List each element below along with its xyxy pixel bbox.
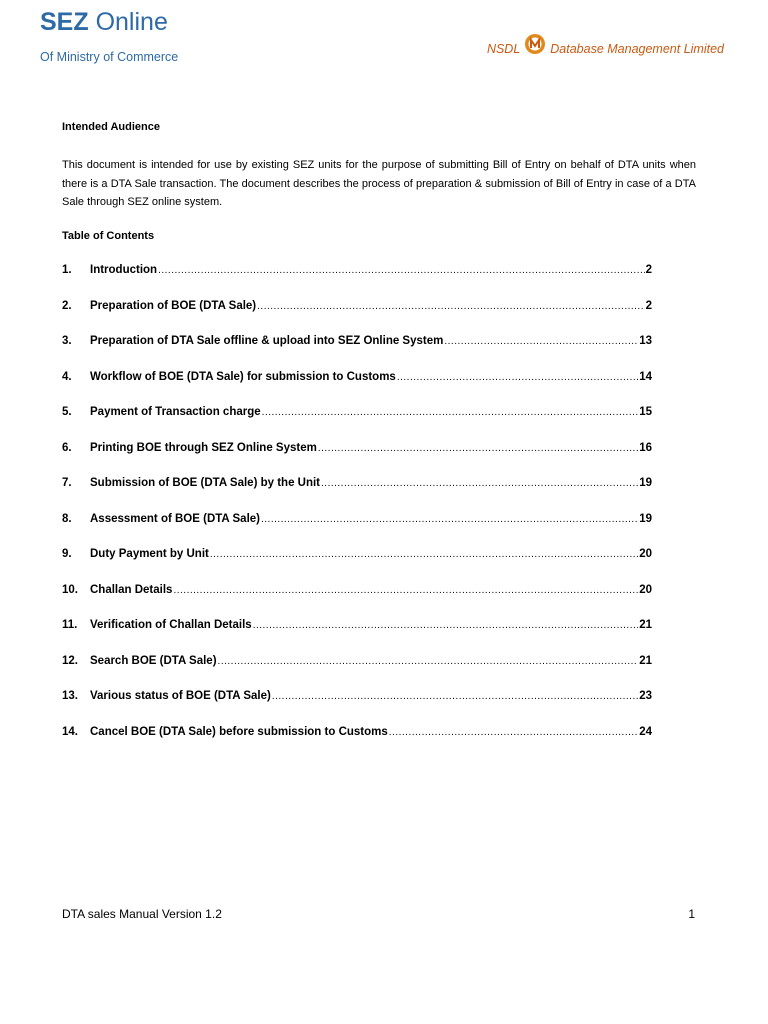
toc-entry-number: 10. bbox=[62, 583, 78, 596]
toc-entry-number: 7. bbox=[62, 477, 72, 489]
brand-left-text: NSDL bbox=[486, 42, 521, 56]
toc-entry-page: 20 bbox=[639, 583, 652, 596]
brand-right-text: Database Management Limited bbox=[550, 42, 724, 56]
toc-entry[interactable] bbox=[62, 724, 652, 760]
intended-audience-heading: Intended Audience bbox=[62, 121, 160, 133]
brand-block bbox=[487, 42, 724, 56]
toc-entry[interactable] bbox=[62, 369, 652, 405]
toc-leader-dots bbox=[210, 546, 638, 562]
toc-entry-title: Duty Payment by Unit bbox=[90, 548, 209, 560]
nsdl-logo-icon bbox=[524, 33, 546, 55]
toc-entry-title: Assessment of BOE (DTA Sale) bbox=[90, 512, 260, 525]
toc-entry-title: Various status of BOE (DTA Sale) bbox=[90, 690, 271, 702]
toc-entry-page: 23 bbox=[639, 690, 652, 702]
toc-entry-page: 21 bbox=[639, 654, 652, 667]
toc-entry-page: 14 bbox=[639, 370, 652, 383]
toc-entry[interactable] bbox=[62, 333, 652, 369]
toc-entry-title: Challan Details bbox=[90, 583, 173, 596]
toc-entry-number: 11. bbox=[62, 619, 78, 631]
toc-entry-title: Verification of Challan Details bbox=[90, 619, 252, 631]
toc-leader-dots bbox=[321, 475, 638, 491]
toc-entry-number: 8. bbox=[62, 512, 72, 525]
intended-audience-paragraph: This document is intended for use by existing SEZ units for the purpose of submitting Bill of Entry on behalf of DTA units when there is a DTA Sale transaction. The document describes the process of preparation & submission of Bill of Entry in case of a DTA Sale through SEZ online system. bbox=[62, 159, 696, 208]
toc-entry-title: Search BOE (DTA Sale) bbox=[90, 654, 217, 667]
toc-entry-number: 3. bbox=[62, 335, 72, 347]
toc-leader-dots bbox=[444, 333, 638, 349]
toc-entry[interactable] bbox=[62, 440, 652, 476]
toc-entry[interactable] bbox=[62, 475, 652, 511]
header-title-rest: Online bbox=[95, 8, 168, 36]
toc-entry-title: Submission of BOE (DTA Sale) by the Unit bbox=[90, 477, 321, 489]
toc-entry-title: Preparation of BOE (DTA Sale) bbox=[90, 299, 257, 312]
toc-entry-number: 1. bbox=[62, 264, 72, 276]
toc-entry-title: Printing BOE through SEZ Online System bbox=[90, 441, 317, 454]
toc-entry-page: 2 bbox=[645, 264, 652, 276]
toc-entry-page: 19 bbox=[639, 512, 652, 525]
toc-entry-title: Introduction bbox=[90, 264, 158, 276]
table-of-contents bbox=[62, 262, 652, 759]
toc-entry[interactable] bbox=[62, 262, 652, 298]
document-header-title bbox=[40, 8, 168, 37]
toc-entry-page: 21 bbox=[639, 619, 652, 631]
header-subtitle: Of Ministry of Commerce bbox=[40, 50, 179, 64]
toc-entry-page: 19 bbox=[639, 477, 652, 489]
toc-entry[interactable] bbox=[62, 582, 652, 618]
toc-entry[interactable] bbox=[62, 404, 652, 440]
toc-entry-number: 9. bbox=[62, 548, 72, 560]
footer-version: DTA sales Manual Version 1.2 bbox=[62, 907, 222, 921]
toc-leader-dots bbox=[257, 298, 644, 314]
toc-entry-page: 16 bbox=[639, 441, 652, 454]
toc-entry-number: 4. bbox=[62, 370, 72, 383]
toc-entry[interactable] bbox=[62, 511, 652, 547]
toc-entry-page: 20 bbox=[639, 548, 652, 560]
toc-leader-dots bbox=[389, 724, 638, 740]
toc-entry-title: Cancel BOE (DTA Sale) before submission to Customs bbox=[90, 725, 388, 738]
header-title-bold: SEZ bbox=[40, 8, 89, 36]
toc-leader-dots bbox=[253, 617, 639, 633]
toc-entry-page: 2 bbox=[645, 299, 652, 312]
toc-entry-number: 6. bbox=[62, 441, 72, 454]
toc-leader-dots bbox=[261, 511, 638, 527]
toc-entry-title: Workflow of BOE (DTA Sale) for submission to Customs bbox=[90, 370, 396, 383]
toc-entry-title: Preparation of DTA Sale offline & upload into SEZ Online System bbox=[90, 335, 444, 347]
toc-entry[interactable] bbox=[62, 653, 652, 689]
toc-entry-page: 24 bbox=[639, 725, 652, 738]
toc-entry-page: 15 bbox=[639, 406, 652, 418]
toc-heading: Table of Contents bbox=[62, 230, 155, 242]
toc-entry-number: 2. bbox=[62, 299, 72, 312]
toc-leader-dots bbox=[158, 262, 645, 278]
toc-leader-dots bbox=[262, 404, 639, 420]
toc-leader-dots bbox=[218, 653, 639, 669]
toc-entry[interactable] bbox=[62, 298, 652, 334]
toc-leader-dots bbox=[173, 582, 638, 598]
toc-entry-number: 12. bbox=[62, 654, 78, 667]
toc-entry[interactable] bbox=[62, 546, 652, 582]
toc-entry-number: 14. bbox=[62, 725, 78, 738]
toc-leader-dots bbox=[272, 688, 638, 704]
toc-entry-page: 13 bbox=[639, 335, 652, 347]
toc-entry-title: Payment of Transaction charge bbox=[90, 406, 261, 418]
toc-entry[interactable] bbox=[62, 688, 652, 724]
toc-entry[interactable] bbox=[62, 617, 652, 653]
toc-entry-number: 5. bbox=[62, 406, 72, 418]
toc-entry-number: 13. bbox=[62, 690, 78, 702]
toc-leader-dots bbox=[397, 369, 638, 385]
toc-leader-dots bbox=[318, 440, 638, 456]
footer-page-number: 1 bbox=[688, 907, 695, 921]
